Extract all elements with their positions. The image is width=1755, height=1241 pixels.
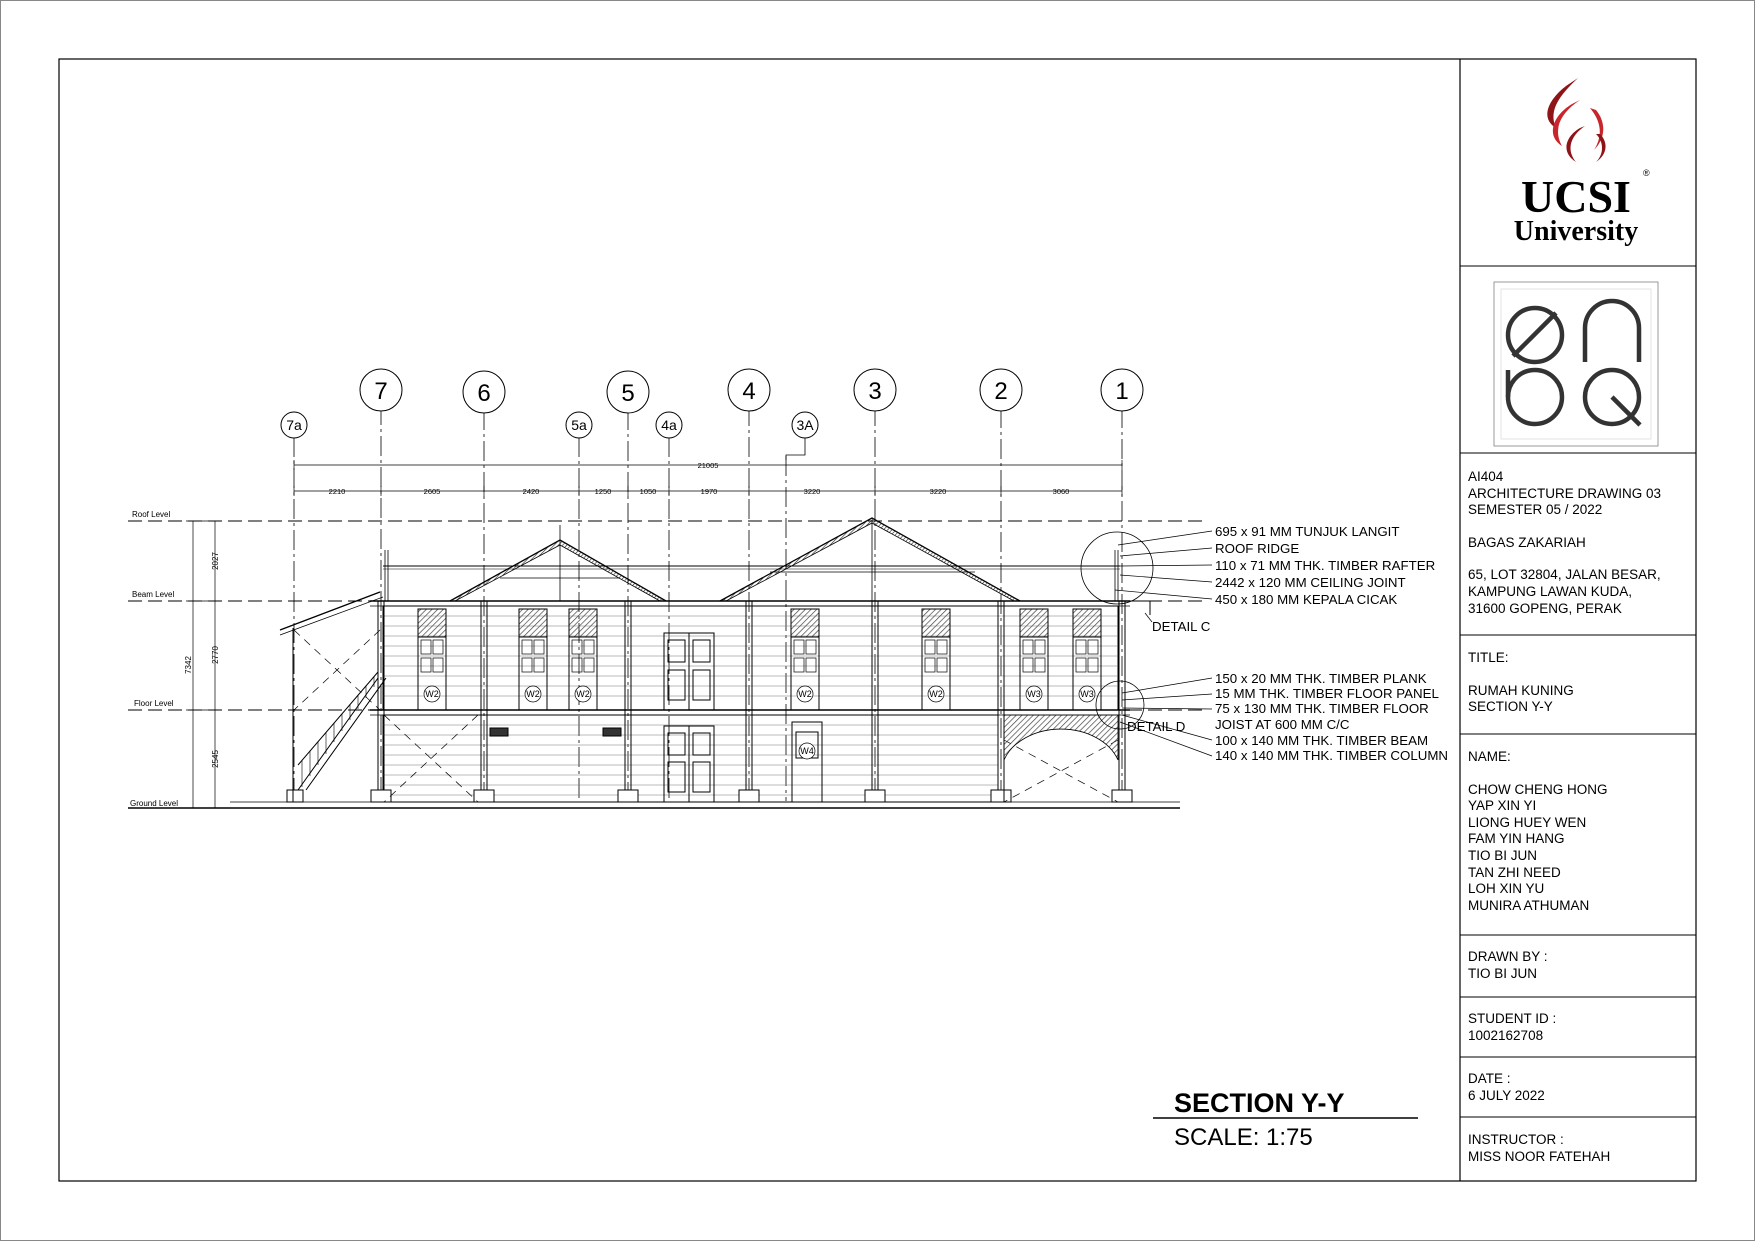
- date-value: 6 JULY 2022: [1468, 1087, 1545, 1103]
- dimension-overall: 21005: [697, 461, 719, 470]
- dimension: 3060: [1052, 487, 1070, 496]
- member-name: LIONG HUEY WEN: [1468, 814, 1587, 830]
- callout-label: 110 x 71 MM THK. TIMBER RAFTER: [1215, 558, 1436, 573]
- grid-label-6: 6: [477, 380, 491, 407]
- grid-label-7: 7: [374, 378, 388, 405]
- vertical-dimension: 7342: [184, 656, 193, 674]
- instructor-section: [1468, 1132, 1704, 1165]
- name-label: NAME:: [1468, 749, 1511, 764]
- address-line: 65, LOT 32804, JALAN BESAR,: [1468, 567, 1661, 583]
- callout-label: 140 x 140 MM THK. TIMBER COLUMN: [1215, 748, 1449, 763]
- grid-label-7a: 7a: [286, 417, 302, 433]
- drawn-by-section: [1468, 949, 1704, 982]
- grid-label-4a: 4a: [661, 417, 677, 433]
- title-line: RUMAH KUNING: [1468, 682, 1574, 698]
- member-name: CHOW CHENG HONG: [1468, 781, 1608, 797]
- dimension: 1250: [594, 487, 612, 496]
- detail-c-label: DETAIL C: [1152, 619, 1211, 634]
- window-tag: W2: [929, 689, 943, 699]
- callout-label: ROOF RIDGE: [1215, 541, 1300, 556]
- dimension: 2605: [423, 487, 441, 496]
- course-name: ARCHITECTURE DRAWING 03: [1468, 485, 1662, 501]
- window-tag: W3: [1027, 689, 1041, 699]
- student-id-value: 1002162708: [1468, 1027, 1544, 1043]
- member-name: TAN ZHI NEED: [1468, 864, 1561, 880]
- window-tag: W2: [576, 689, 590, 699]
- sage-logo: [1494, 282, 1658, 446]
- ucsi-logo-registered: ®: [1643, 168, 1650, 178]
- level-label-roof: Roof Level: [132, 510, 171, 519]
- instructor-label: INSTRUCTOR :: [1468, 1132, 1564, 1147]
- address-line: KAMPUNG LAWAN KUDA,: [1468, 583, 1633, 599]
- names-section: [1468, 749, 1704, 914]
- instructor-value: MISS NOOR FATEHAH: [1468, 1148, 1611, 1164]
- dimension: 2210: [328, 487, 346, 496]
- title-line: SECTION Y-Y: [1468, 699, 1553, 715]
- callout-label: 2442 x 120 MM CEILING JOINT: [1215, 575, 1406, 590]
- dimension: 1970: [700, 487, 718, 496]
- date-label: DATE :: [1468, 1071, 1511, 1086]
- window-tag: W2: [526, 689, 540, 699]
- callout-label: 150 x 20 MM THK. TIMBER PLANK: [1215, 671, 1427, 686]
- window-tag: W2: [425, 689, 439, 699]
- callout-label: 15 MM THK. TIMBER FLOOR PANEL: [1215, 686, 1439, 701]
- window-tag: W2: [798, 689, 812, 699]
- callout-label: JOIST AT 600 MM C/C: [1215, 717, 1350, 732]
- dimension: 2420: [522, 487, 540, 496]
- drawn-by-value: TIO BI JUN: [1468, 965, 1538, 981]
- dimension: 1050: [639, 487, 657, 496]
- dimension: 3220: [929, 487, 947, 496]
- callout-label: 450 x 180 MM KEPALA CICAK: [1215, 592, 1398, 607]
- vertical-dimension: 2770: [211, 646, 220, 664]
- callout-label: 695 x 91 MM TUNJUK LANGIT: [1215, 524, 1400, 539]
- student-id-label: STUDENT ID :: [1468, 1011, 1557, 1026]
- client-name: BAGAS ZAKARIAH: [1468, 534, 1586, 550]
- grid-label-2: 2: [994, 378, 1008, 405]
- level-label-ground: Ground Level: [130, 799, 179, 808]
- member-name: FAM YIN HANG: [1468, 831, 1565, 847]
- member-name: LOH XIN YU: [1468, 881, 1545, 897]
- title-label: TITLE:: [1468, 650, 1509, 665]
- drawn-by-label: DRAWN BY :: [1468, 949, 1548, 964]
- section-title: SECTION Y-Y: [1174, 1088, 1345, 1118]
- callout-label: 75 x 130 MM THK. TIMBER FLOOR: [1215, 701, 1429, 716]
- course-code: AI404: [1468, 469, 1504, 484]
- ucsi-logo-text: UCSI: [1521, 171, 1631, 222]
- window-tag: W3: [1080, 689, 1094, 699]
- student-id-section: [1468, 1011, 1704, 1044]
- member-name: YAP XIN YI: [1468, 798, 1537, 814]
- address-line: 31600 GOPENG, PERAK: [1468, 600, 1622, 616]
- door-tag: W4: [800, 746, 814, 756]
- ucsi-logo-subtext: University: [1513, 216, 1639, 247]
- callout-label: 100 x 140 MM THK. TIMBER BEAM: [1215, 733, 1429, 748]
- vertical-dimension: 2545: [211, 750, 220, 768]
- dimension: 3220: [803, 487, 821, 496]
- grid-label-4: 4: [742, 378, 756, 405]
- grid-label-3A: 3A: [796, 417, 814, 433]
- section-scale: SCALE: 1:75: [1174, 1124, 1313, 1151]
- level-label-floor: Floor Level: [134, 699, 174, 708]
- grid-label-5: 5: [621, 380, 635, 407]
- course-info: [1468, 469, 1704, 617]
- grid-label-3: 3: [868, 378, 882, 405]
- vertical-dimension: 2027: [211, 552, 220, 570]
- grid-label-5a: 5a: [571, 417, 587, 433]
- level-label-beam: Beam Level: [132, 590, 175, 599]
- date-section: [1468, 1071, 1704, 1104]
- grid-label-1: 1: [1115, 378, 1129, 405]
- semester: SEMESTER 05 / 2022: [1468, 502, 1603, 518]
- detail-d-label: DETAIL D: [1127, 719, 1186, 734]
- member-name: TIO BI JUN: [1468, 847, 1538, 863]
- title-section: [1468, 650, 1704, 716]
- member-name: MUNIRA ATHUMAN: [1468, 897, 1590, 913]
